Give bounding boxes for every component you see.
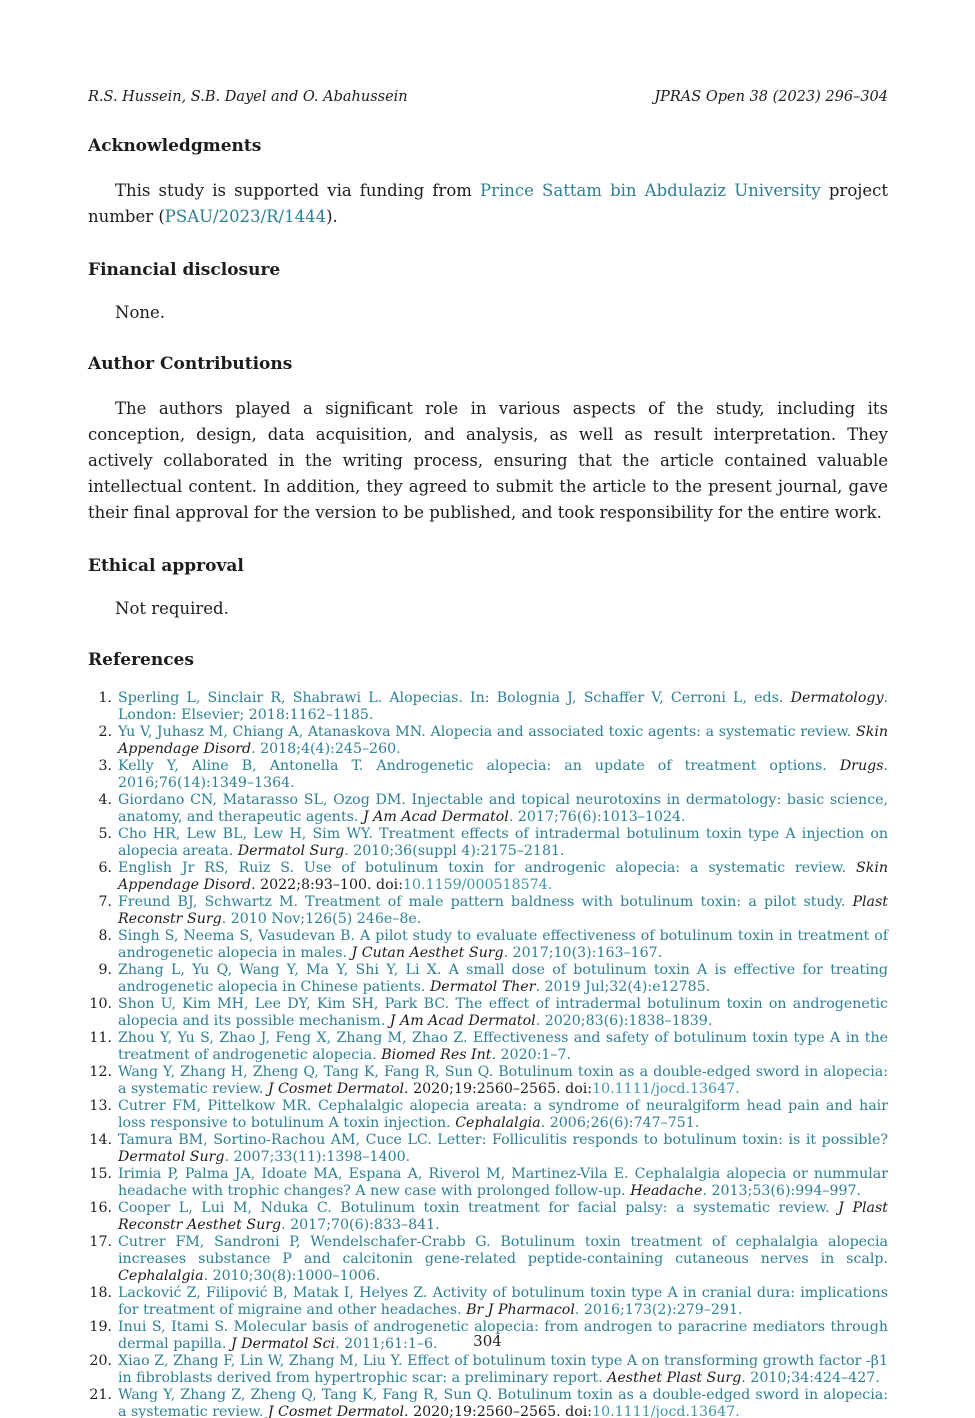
reference-item	[88, 1353, 888, 1387]
reference-text	[118, 1132, 888, 1165]
inline-link[interactable]: Cho HR, Lew BL, Lew H, Sim WY. Treatment effects of intradermal botulinum toxin type A injection on alopecia areata.	[118, 826, 888, 859]
journal-name: J Cosmet Dermatol	[267, 1404, 405, 1418]
inline-link[interactable]: Shon U, Kim MH, Lee DY, Kim SH, Park BC. The effect of intradermal botulinum toxin on androgenetic alopecia and its possible mechanism.	[118, 996, 888, 1029]
inline-link[interactable]: . 2010;36(suppl 4):2175–2181.	[344, 843, 565, 859]
reference-item	[88, 1285, 888, 1319]
reference-item	[88, 1387, 888, 1418]
text-segment: . 2022;8:93–100. doi:	[251, 877, 403, 893]
reference-number: 17.	[89, 1234, 112, 1250]
reference-number: 16.	[89, 1200, 112, 1216]
inline-link[interactable]: Giordano CN, Matarasso SL, Ozog DM. Injectable and topical neurotoxins in dermatology: basic science, anatomy, and therapeutic agents.	[118, 792, 888, 825]
journal-name: Headache	[630, 1183, 703, 1199]
inline-link[interactable]: Freund BJ, Schwartz M. Treatment of male pattern baldness with botulinum toxin: a pilot study.	[118, 894, 853, 910]
inline-link[interactable]: English Jr RS, Ruiz S. Use of botulinum toxin for androgenic alopecia: a systematic review.	[118, 860, 856, 876]
journal-name: Br J Pharmacol	[466, 1302, 575, 1318]
reference-text	[118, 962, 888, 995]
ethical-approval-body: Not required.	[115, 599, 229, 618]
doi-link[interactable]: 10.1111/jocd.13647.	[592, 1081, 740, 1097]
reference-number: 10.	[89, 996, 112, 1012]
reference-number: 13.	[89, 1098, 112, 1114]
inline-link[interactable]: Tamura BM, Sortino-Rachou AM, Cuce LC. Letter: Folliculitis responds to botulinum toxin: is it possible?	[118, 1132, 888, 1148]
inline-link[interactable]: . 2018;4(4):245–260.	[251, 741, 401, 757]
text-segment: . 2020;19:2560–2565. doi:	[404, 1404, 593, 1418]
reference-text	[118, 1234, 888, 1284]
reference-item	[88, 894, 888, 928]
reference-number: 15.	[89, 1166, 112, 1182]
journal-name: Biomed Res Int	[381, 1047, 492, 1063]
inline-link[interactable]: Wang Y, Zhang Z, Zheng Q, Tang K, Fang R, Sun Q. Botulinum toxin as a double-edged sword in alopecia: a systematic review.	[118, 1387, 888, 1418]
reference-number: 18.	[89, 1285, 112, 1301]
reference-number: 14.	[89, 1132, 112, 1148]
financial-disclosure-heading: Financial disclosure	[88, 260, 281, 280]
journal-name: J Dermatol Sci	[230, 1336, 336, 1352]
acknowledgments-heading: Acknowledgments	[88, 136, 262, 156]
inline-link[interactable]: Cutrer FM, Pittelkow MR. Cephalalgic alopecia areata: a syndrome of neuralgiform head pain and hair loss responsive to botulinum A toxin injection.	[118, 1098, 888, 1131]
doi-link[interactable]: 10.1159/000518574.	[402, 877, 553, 893]
reference-text	[118, 894, 888, 927]
reference-item	[88, 1030, 888, 1064]
reference-text	[118, 724, 888, 757]
author-contributions-paragraph: The authors played a significant role in various aspects of the study, including its conception, design, data acquisition, and analysis, as well as result interpretation. They actively collaborated in the writing process, ensuring that the article contained valuable intellectual content. In addition, they agreed to submit the article to the present journal, gave their final approval for the version to be published, and took responsibility for the entire work.	[88, 399, 888, 522]
reference-item	[88, 860, 888, 894]
reference-text	[118, 928, 888, 961]
reference-item	[88, 758, 888, 792]
reference-item	[88, 928, 888, 962]
inline-link[interactable]: . 2016;173(2):279–291.	[574, 1302, 743, 1318]
inline-link[interactable]: Yu V, Juhasz M, Chiang A, Atanaskova MN. Alopecia and associated toxic agents: a systematic review.	[118, 724, 856, 740]
inline-link[interactable]: . 2016;76(14):1349–1364.	[118, 758, 888, 791]
text-segment: project number (	[88, 181, 888, 226]
reference-text	[118, 690, 888, 723]
reference-text	[118, 1353, 888, 1386]
reference-number: 12.	[89, 1064, 112, 1080]
reference-number: 11.	[89, 1030, 112, 1046]
running-header	[88, 88, 888, 106]
journal-name: Aesthet Plast Surg	[607, 1370, 742, 1386]
journal-name: J Am Acad Dermatol	[389, 1013, 536, 1029]
reference-text	[118, 1098, 888, 1131]
reference-item	[88, 826, 888, 860]
doi-link[interactable]: 10.1111/jocd.13647.	[592, 1404, 740, 1418]
reference-item	[88, 724, 888, 758]
journal-name: Drugs	[839, 758, 884, 774]
reference-text	[118, 1200, 888, 1233]
inline-link[interactable]: Zhou Y, Yu S, Zhao J, Feng X, Zhang M, Zhao Z. Effectiveness and safety of botulinum toxin type A in the treatment of androgenetic alopecia.	[118, 1030, 888, 1063]
reference-text	[118, 1166, 888, 1199]
inline-link[interactable]: . 2017;10(3):163–167.	[503, 945, 663, 961]
inline-link[interactable]: Inui S, Itami S. Molecular basis of androgenetic alopecia: from androgen to paracrine mediators through dermal papilla.	[118, 1319, 888, 1352]
inline-link[interactable]: Xiao Z, Zhang F, Lin W, Zhang M, Liu Y. Effect of botulinum toxin type A on transforming growth factor -β1 in fibroblasts derived from hypertrophic scar: a preliminary report.	[118, 1353, 888, 1386]
reference-number: 9.	[98, 962, 112, 978]
reference-text	[118, 792, 888, 825]
inline-link[interactable]: . London: Elsevier; 2018:1162–1185.	[118, 690, 888, 723]
reference-number: 8.	[98, 928, 112, 944]
journal-name: J Cutan Aesthet Surg	[351, 945, 504, 961]
text-segment: ).	[326, 207, 338, 226]
reference-number: 20.	[89, 1353, 112, 1369]
reference-text	[118, 996, 888, 1029]
journal-name: Skin Appendage Disord	[118, 860, 888, 893]
reference-number: 2.	[98, 724, 112, 740]
reference-text	[118, 826, 888, 859]
references-heading: References	[88, 650, 194, 670]
reference-item	[88, 792, 888, 826]
text-segment: This study is supported via funding from	[115, 181, 481, 200]
journal-name: Dermatol Surg	[118, 1149, 225, 1165]
reference-item	[88, 1098, 888, 1132]
inline-link[interactable]: Wang Y, Zhang H, Zheng Q, Tang K, Fang R, Sun Q. Botulinum toxin as a double-edged sword in alopecia: a systematic review.	[118, 1064, 888, 1097]
reference-item	[88, 1166, 888, 1200]
ethical-approval-heading: Ethical approval	[88, 556, 244, 576]
inline-link[interactable]: Prince Sattam bin Abdulaziz University	[480, 181, 821, 200]
journal-name: J Cosmet Dermatol	[267, 1081, 405, 1097]
journal-name: J Am Acad Dermatol	[362, 809, 509, 825]
reference-text	[118, 1285, 888, 1318]
inline-link[interactable]: . 2017;76(6):1013–1024.	[508, 809, 686, 825]
reference-number: 19.	[89, 1319, 112, 1335]
journal-name: J Plast Reconstr Aesthet Surg	[118, 1200, 888, 1233]
inline-link[interactable]: Kelly Y, Aline B, Antonella T. Androgenetic alopecia: an update of treatment options.	[118, 758, 840, 774]
inline-link[interactable]: . 2006;26(6):747–751.	[540, 1115, 700, 1131]
journal-name: Dermatol Ther	[429, 979, 536, 995]
journal-name: Dermatol Surg	[237, 843, 345, 859]
inline-link[interactable]: Singh S, Neema S, Vasudevan B. A pilot study to evaluate effectiveness of botulinum toxin in treatment of androgenetic alopecia in males.	[118, 928, 888, 961]
journal-name: Skin Appendage Disord	[118, 724, 888, 757]
inline-link[interactable]: Irimia P, Palma JA, Idoate MA, Espana A, Riverol M, Martinez-Vila E. Cephalalgia alopecia or nummular headache with trophic changes? A new case with prolonged follow-up.	[118, 1166, 888, 1199]
reference-text	[118, 1387, 888, 1418]
inline-link[interactable]: . 2017;70(6):833–841.	[281, 1217, 440, 1233]
reference-number: 7.	[98, 894, 112, 910]
journal-name: Cephalalgia	[455, 1115, 541, 1131]
inline-link[interactable]: PSAU/2023/R/1444	[164, 207, 327, 226]
inline-link[interactable]: Zhang L, Yu Q, Wang Y, Ma Y, Shi Y, Li X. A small dose of botulinum toxin A is effective for treating androgenetic alopecia in Chinese patients.	[118, 962, 888, 995]
reference-number: 1.	[98, 690, 112, 706]
page-number: 304	[473, 1332, 502, 1350]
inline-link[interactable]: Sperling L, Sinclair R, Shabrawi L. Alopecias. In: Bolognia J, Schaffer V, Cerroni L, eds.	[118, 690, 791, 706]
inline-link[interactable]: . 2007;33(11):1398–1400.	[224, 1149, 411, 1165]
reference-item	[88, 996, 888, 1030]
inline-link[interactable]: . 2010;30(8):1000–1006.	[203, 1268, 381, 1284]
reference-text	[118, 1064, 888, 1097]
reference-number: 6.	[98, 860, 112, 876]
inline-link[interactable]: Cooper L, Lui M, Nduka C. Botulinum toxin treatment for facial palsy: a systematic review.	[118, 1200, 839, 1216]
acknowledgments-paragraph	[88, 178, 888, 230]
header-journal-citation: JPRAS Open 38 (2023) 296–304	[654, 89, 888, 105]
inline-link[interactable]: . 2019 Jul;32(4):e12785.	[535, 979, 711, 995]
reference-number: 5.	[98, 826, 112, 842]
reference-number: 3.	[98, 758, 112, 774]
financial-disclosure-body: None.	[115, 303, 166, 322]
inline-link[interactable]: . 2020;83(6):1838–1839.	[535, 1013, 713, 1029]
reference-text	[118, 758, 888, 791]
reference-text	[118, 1030, 888, 1063]
header-authors: R.S. Hussein, S.B. Dayel and O. Abahussein	[88, 89, 408, 105]
references-list	[88, 690, 888, 1418]
inline-link[interactable]: . 2010 Nov;126(5) 246e–8e.	[221, 911, 422, 927]
inline-link[interactable]: . 2010;34:424–427.	[741, 1370, 880, 1386]
inline-link[interactable]: . 2011;61:1–6.	[335, 1336, 438, 1352]
journal-name: Plast Reconstr Surg	[118, 894, 888, 927]
inline-link[interactable]: Cutrer FM, Sandroni P, Wendelschafer-Crabb G. Botulinum toxin treatment of cephalalgia alopecia increases substance P and calcitonin gene-related peptide-containing cutaneous nerves in scalp.	[118, 1234, 888, 1267]
text-segment: . 2020;19:2560–2565. doi:	[404, 1081, 593, 1097]
reference-item	[88, 690, 888, 724]
reference-number: 4.	[98, 792, 112, 808]
inline-link[interactable]: . 2020:1–7.	[491, 1047, 572, 1063]
reference-item	[88, 1200, 888, 1234]
journal-name: Cephalalgia	[118, 1268, 204, 1284]
reference-item	[88, 962, 888, 996]
author-contributions-heading: Author Contributions	[88, 354, 293, 374]
reference-item	[88, 1234, 888, 1285]
inline-link[interactable]: Lacković Z, Filipović B, Matak I, Helyes Z. Activity of botulinum toxin type A in cranial dura: implications for treatment of migraine and other headaches.	[118, 1285, 888, 1318]
journal-name: Dermatology	[790, 690, 884, 706]
reference-text	[118, 860, 888, 893]
inline-link[interactable]: . 2013;53(6):994–997.	[702, 1183, 862, 1199]
reference-item	[88, 1132, 888, 1166]
reference-number: 21.	[89, 1387, 112, 1403]
reference-item	[88, 1064, 888, 1098]
